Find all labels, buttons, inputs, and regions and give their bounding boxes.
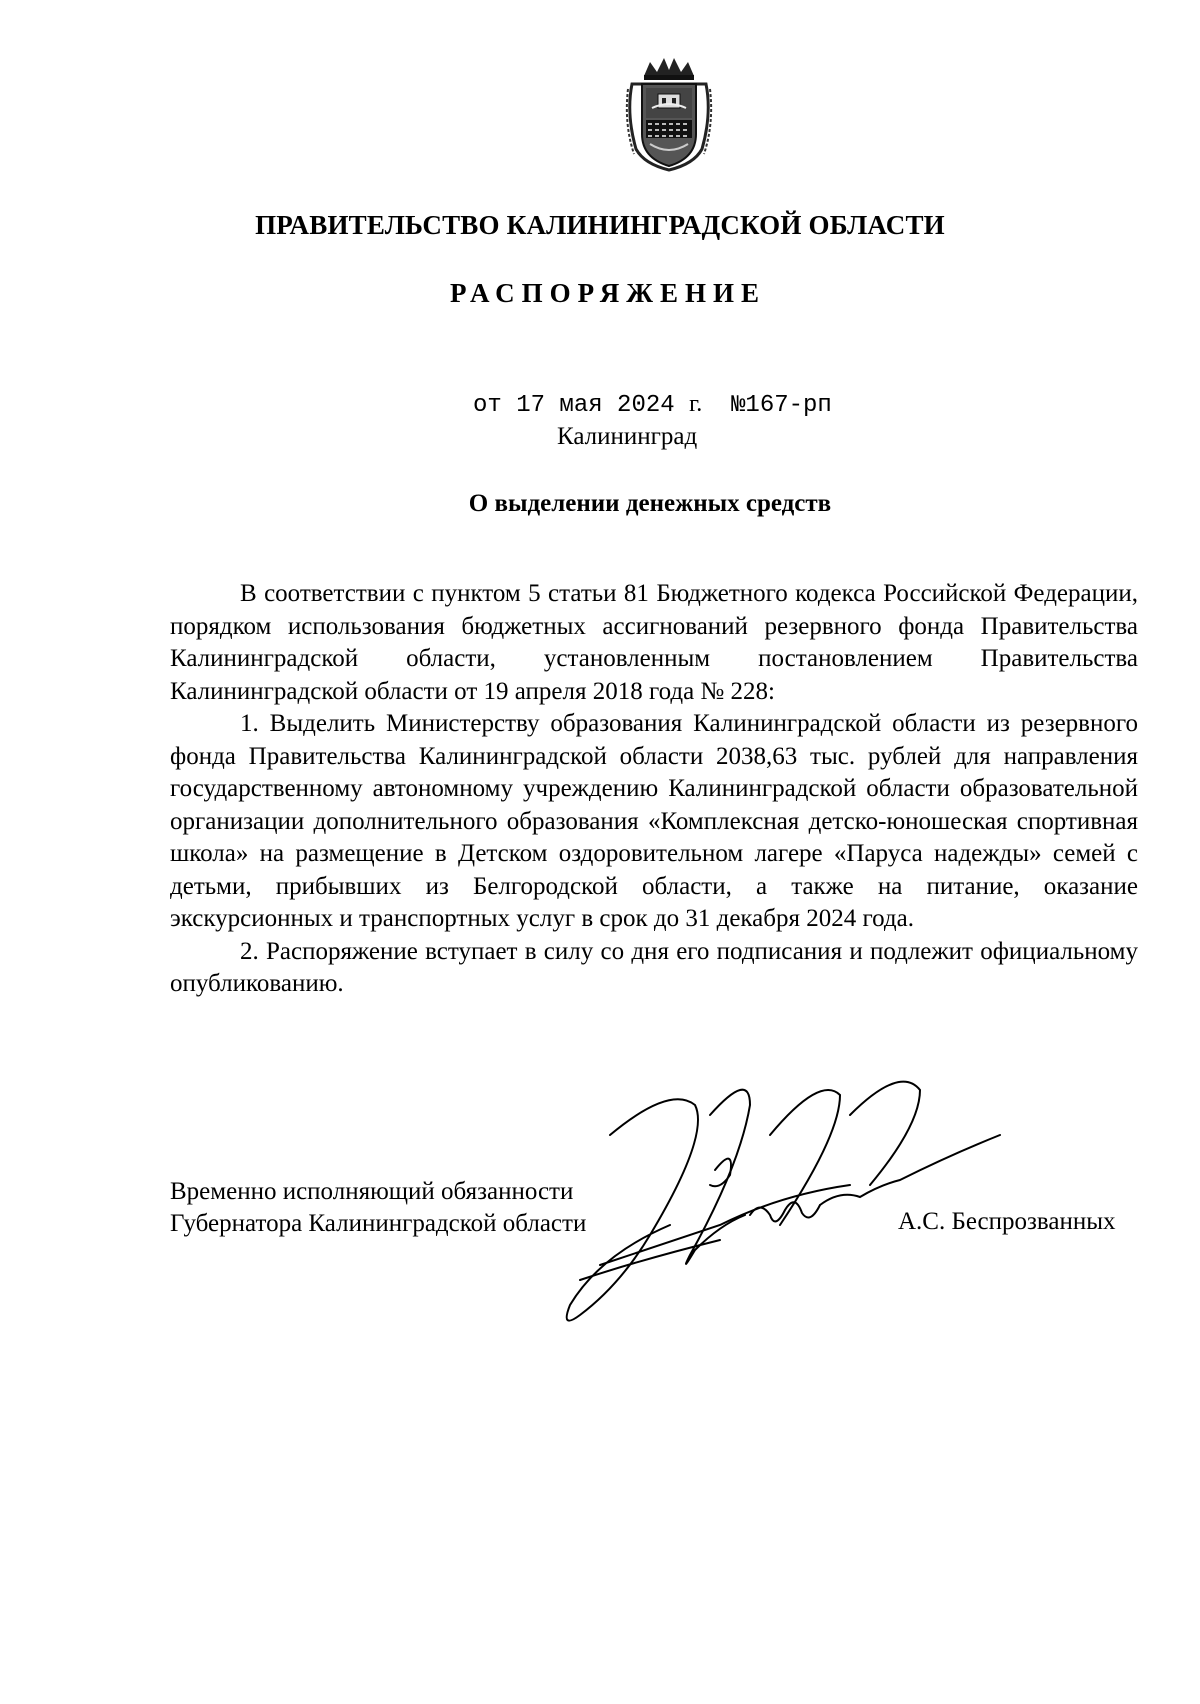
position-line-1: Временно исполняющий обязанности	[170, 1178, 574, 1205]
document-type-title: РАСПОРЯЖЕНИЕ	[449, 278, 767, 308]
document-date: 17 мая 2024	[516, 392, 675, 419]
handwritten-signature-icon	[520, 1075, 1060, 1345]
paragraph-item-2: 2. Распоряжение вступает в силу со дня его подписания и подлежит официальному опубликованию.	[170, 937, 1138, 997]
date-number-line	[473, 391, 832, 419]
city: Калининград	[557, 423, 698, 450]
coat-of-arms-icon	[624, 54, 714, 174]
year-suffix: г.	[689, 391, 703, 417]
document-number: №167-рп	[731, 392, 832, 419]
date-prefix: от	[473, 392, 502, 419]
signatory-name: А.С. Беспрозванных	[898, 1208, 1116, 1235]
document-subject: О выделении денежных средств	[468, 490, 832, 517]
paragraph-item-1: 1. Выделить Министерству образования Калининградской области из резервного фонда Правительства Калининградской области 2038,63 тыс. рублей для направления государственному автономному учреждению Калининградской области образовательной организации дополнительного образования «Комплексная детско-юношеская спортивная школа» на размещение в Детском оздоровительном лагере «Паруса надежды» семей с детьми, прибывших из Белгородской области, а также на питание, оказание экскурсионных и транспортных услуг в срок до 31 декабря 2024 года.	[170, 710, 1138, 932]
document-body	[170, 578, 1138, 1001]
position-line-2: Губернатора Калининградской области	[170, 1210, 587, 1237]
paragraph-preamble: В соответствии с пунктом 5 статьи 81 Бюджетного кодекса Российской Федерации, порядком использования бюджетных ассигнований резервного фонда Правительства Калининградской области, установленным постановлением Правительства Калининградской области от 19 апреля 2018 года № 228:	[170, 580, 1138, 705]
organization-title: ПРАВИТЕЛЬСТВО КАЛИНИНГРАДСКОЙ ОБЛАСТИ	[255, 210, 945, 240]
